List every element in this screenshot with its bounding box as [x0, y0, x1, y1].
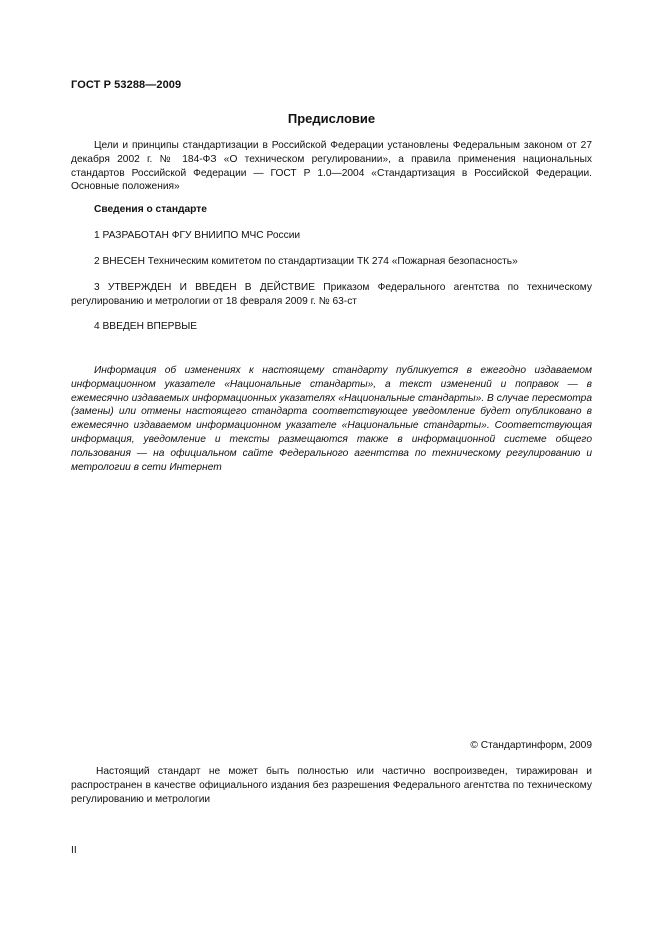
- info-section-heading: Сведения о стандарте: [94, 204, 207, 215]
- info-item-submitted: 2 ВНЕСЕН Техническим комитетом по стандартизации ТК 274 «Пожарная безопасность»: [94, 256, 518, 267]
- copyright-line: © Стандартинформ, 2009: [470, 740, 592, 751]
- info-item-developed: 1 РАЗРАБОТАН ФГУ ВНИИПО МЧС России: [94, 230, 301, 241]
- page-title: Предисловие: [287, 111, 376, 126]
- reproduction-notice: Настоящий стандарт не может быть полностью или частично воспроизведен, тиражирован и распространен в качестве официального издания без разрешения Федерального агентства по техническому регулированию и метрологии: [71, 766, 592, 805]
- page-number: II: [71, 845, 77, 856]
- intro-paragraph: Цели и принципы стандартизации в Российской Федерации установлены Федеральным законом от 27 декабря 2002 г. № 184-ФЗ «О техническом регулировании», а правила применения национальных стандартов Российской Федерации — ГОСТ Р 1.0—2004 «Стандартизация в Российской Федерации. Основные положения»: [71, 140, 592, 193]
- info-item-introduced: 4 ВВЕДЕН ВПЕРВЫЕ: [94, 321, 198, 332]
- changes-notice: Информация об изменениях к настоящему стандарту публикуется в ежегодно издаваемом информационном указателе «Национальные стандарты», а текст изменений и поправок — в ежемесячно издаваемых информационных указателях «Национальные стандарты». В случае пересмотра (замены) или отмены настоящего стандарта соответствующее уведомление будет опубликовано в ежемесячно издаваемом информационном указателе «Национальные стандарты». Соответствующая информация, уведомление и тексты размещаются также в информационной системе общего пользования — на официальном сайте Федерального агентства по техническому регулированию и метрологии в сети Интернет: [71, 365, 592, 473]
- standard-code: ГОСТ Р 53288—2009: [71, 79, 182, 91]
- info-item-approved: 3 УТВЕРЖДЕН И ВВЕДЕН В ДЕЙСТВИЕ Приказом Федерального агентства по техническому регулированию и метрологии от 18 февраля 2009 г. № 63-ст: [71, 282, 592, 307]
